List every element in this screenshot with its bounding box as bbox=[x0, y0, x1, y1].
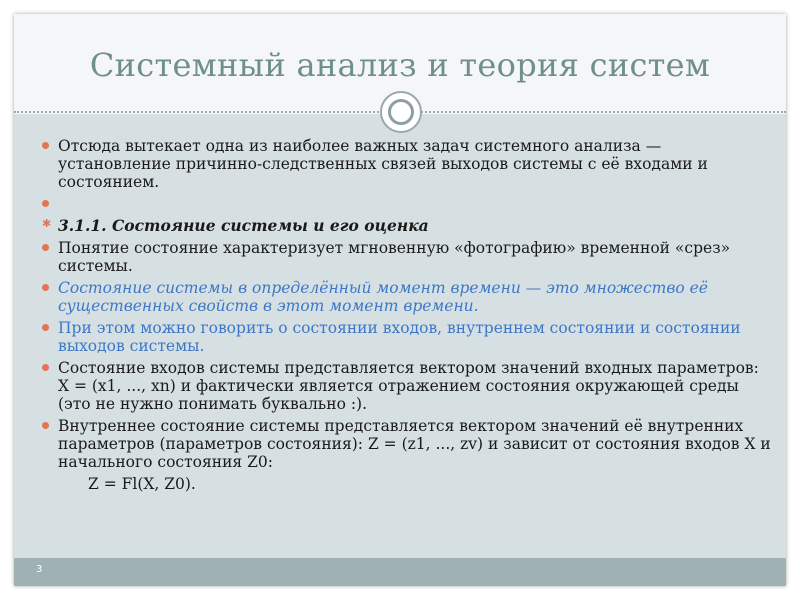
list-item-text: Понятие состояние характеризует мгновенную «фотографию» временной «срез» системы. bbox=[58, 239, 731, 275]
list-item bbox=[42, 417, 772, 471]
bullet-dot-icon bbox=[42, 422, 49, 429]
list-item bbox=[42, 359, 772, 413]
ornament-circle-icon bbox=[380, 91, 422, 133]
list-item bbox=[42, 239, 772, 275]
list-item-text: Отсюда вытекает одна из наиболее важных задач системного анализа — установление причинно-следственных связей выходов системы с её входами и состоянием. bbox=[58, 137, 708, 191]
bullet-dot-icon bbox=[42, 200, 49, 207]
list-item-heading bbox=[42, 217, 772, 235]
bullet-dot-icon bbox=[42, 142, 49, 149]
bullet-dot-icon bbox=[42, 284, 49, 291]
list-item-highlight bbox=[42, 319, 772, 355]
definition-text: Состояние системы в определённый момент времени — это множество её существенных свойств в этот момент времени. bbox=[58, 279, 708, 315]
list-item-text: Состояние входов системы представляется вектором значений входных параметров: X = (x1, ..., xn) и фактически является отражением состояния окружающей среды (это не нужно понимать буквально :). bbox=[58, 359, 759, 413]
page-number: 3 bbox=[36, 564, 43, 575]
slide-content bbox=[42, 137, 772, 497]
footer-bar bbox=[14, 558, 786, 586]
list-item-empty bbox=[42, 195, 772, 213]
section-heading: 3.1.1. Состояние системы и его оценка bbox=[58, 216, 429, 235]
ornament-inner-ring bbox=[388, 99, 414, 125]
formula: Z = Fl(X, Z0). bbox=[88, 475, 196, 493]
list-item bbox=[42, 137, 772, 191]
list-item-text: Внутреннее состояние системы представляется вектором значений её внутренних параметров (параметров состояния): Z = (z1, ..., zv) и зависит от состояния входов X и начального состояния Z0: bbox=[58, 417, 771, 471]
list-item-definition bbox=[42, 279, 772, 315]
bullet-dot-icon bbox=[42, 324, 49, 331]
bullet-dot-icon bbox=[42, 244, 49, 251]
bullet-dot-icon bbox=[42, 364, 49, 371]
slide bbox=[14, 14, 786, 586]
highlight-text: При этом можно говорить о состоянии входов, внутреннем состоянии и состоянии выходов системы. bbox=[58, 319, 741, 355]
slide-title: Системный анализ и теория систем bbox=[89, 46, 711, 84]
bullet-star-icon: ✱ bbox=[42, 217, 52, 230]
